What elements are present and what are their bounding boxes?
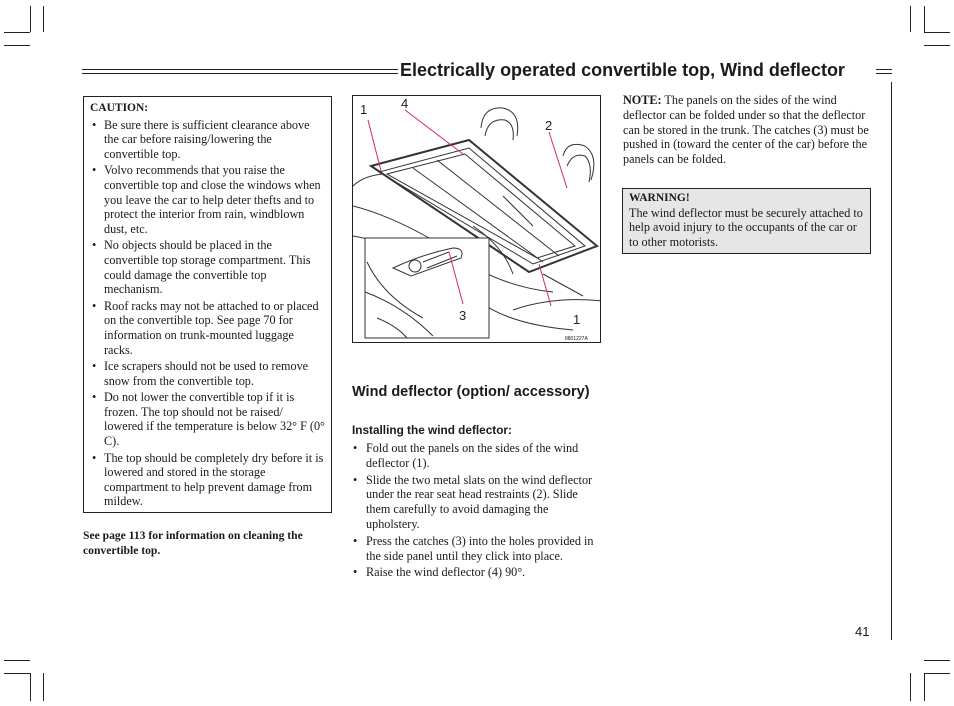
cleaning-reference: See page 113 for information on cleaning the convertible top. [83,529,303,557]
list-item: • Roof racks may not be attached to or placed on the convertible top. See page 70 for information on trunk-mounted luggage racks. [90,299,325,357]
list-item: • Slide the two metal slats on the wind deflector under the rear seat head restraints (2). Slide them carefully to avoid damaging the upholstery. [352,473,602,532]
installing-title: Installing the wind deflector: [352,423,512,437]
wind-deflector-illustration [352,95,601,343]
margin-rule [891,82,892,640]
caution-label: CAUTION: [90,102,149,114]
note-paragraph [623,93,869,167]
callout-1: 1 [360,102,368,117]
warning-box [622,188,871,254]
warning-label: WARNING! [629,192,690,204]
page-number: 41 [855,624,870,639]
list-item: • Volvo recommends that you raise the convertible top and close the windows when you leave the car to help deter thefts and to protect the interior from rain, windblown dust, etc. [90,163,325,236]
callout-2: 2 [545,118,553,133]
note-text: The panels on the sides of the wind deflector can be folded under so that the deflector can be stored in the trunk. The catches (3) must be pushed in (toward the center of the car) before the panels can be folded. [623,93,869,167]
caution-list [90,118,325,509]
list-item: • Fold out the panels on the sides of the wind deflector (1). [352,441,602,471]
caution-box [83,96,332,513]
list-item: • Raise the wind deflector (4) 90°. [352,565,602,580]
list-item: • Ice scrapers should not be used to remove snow from the convertible top. [90,359,325,388]
warning-text: The wind deflector must be securely attached to help avoid injury to the occupants of the car or to other motorists. [629,205,863,249]
callout-3: 3 [459,308,467,323]
list-item: • No objects should be placed in the convertible top storage compartment. This could damage the convertible top mechanism. [90,238,325,296]
header-rule [82,73,398,74]
header-rule [876,73,892,74]
callout-1: 1 [573,312,581,327]
installation-steps [352,441,602,582]
header-rule [876,69,892,70]
list-item: • The top should be completely dry before it is lowered and stored in the storage compartment to help prevent damage from mildew. [90,451,325,509]
figure-code: 8801227A [565,336,588,342]
header-rule [82,69,398,70]
list-item: • Press the catches (3) into the holes provided in the side panel until they click into place. [352,534,602,564]
callout-4: 4 [401,96,409,111]
illustration-svg [353,96,601,343]
wind-deflector-title: Wind deflector (option/ accessory) [352,384,590,400]
list-item: • Be sure there is sufficient clearance above the car before raising/lowering the convertible top. [90,118,325,162]
note-label: NOTE: [623,93,662,107]
page-title: Electrically operated convertible top, Wind deflector [400,60,845,80]
page-header [82,60,892,82]
list-item: • Do not lower the convertible top if it is frozen. The top should not be raised/ lowered if the temperature is below 32° F (0° C). [90,390,325,448]
